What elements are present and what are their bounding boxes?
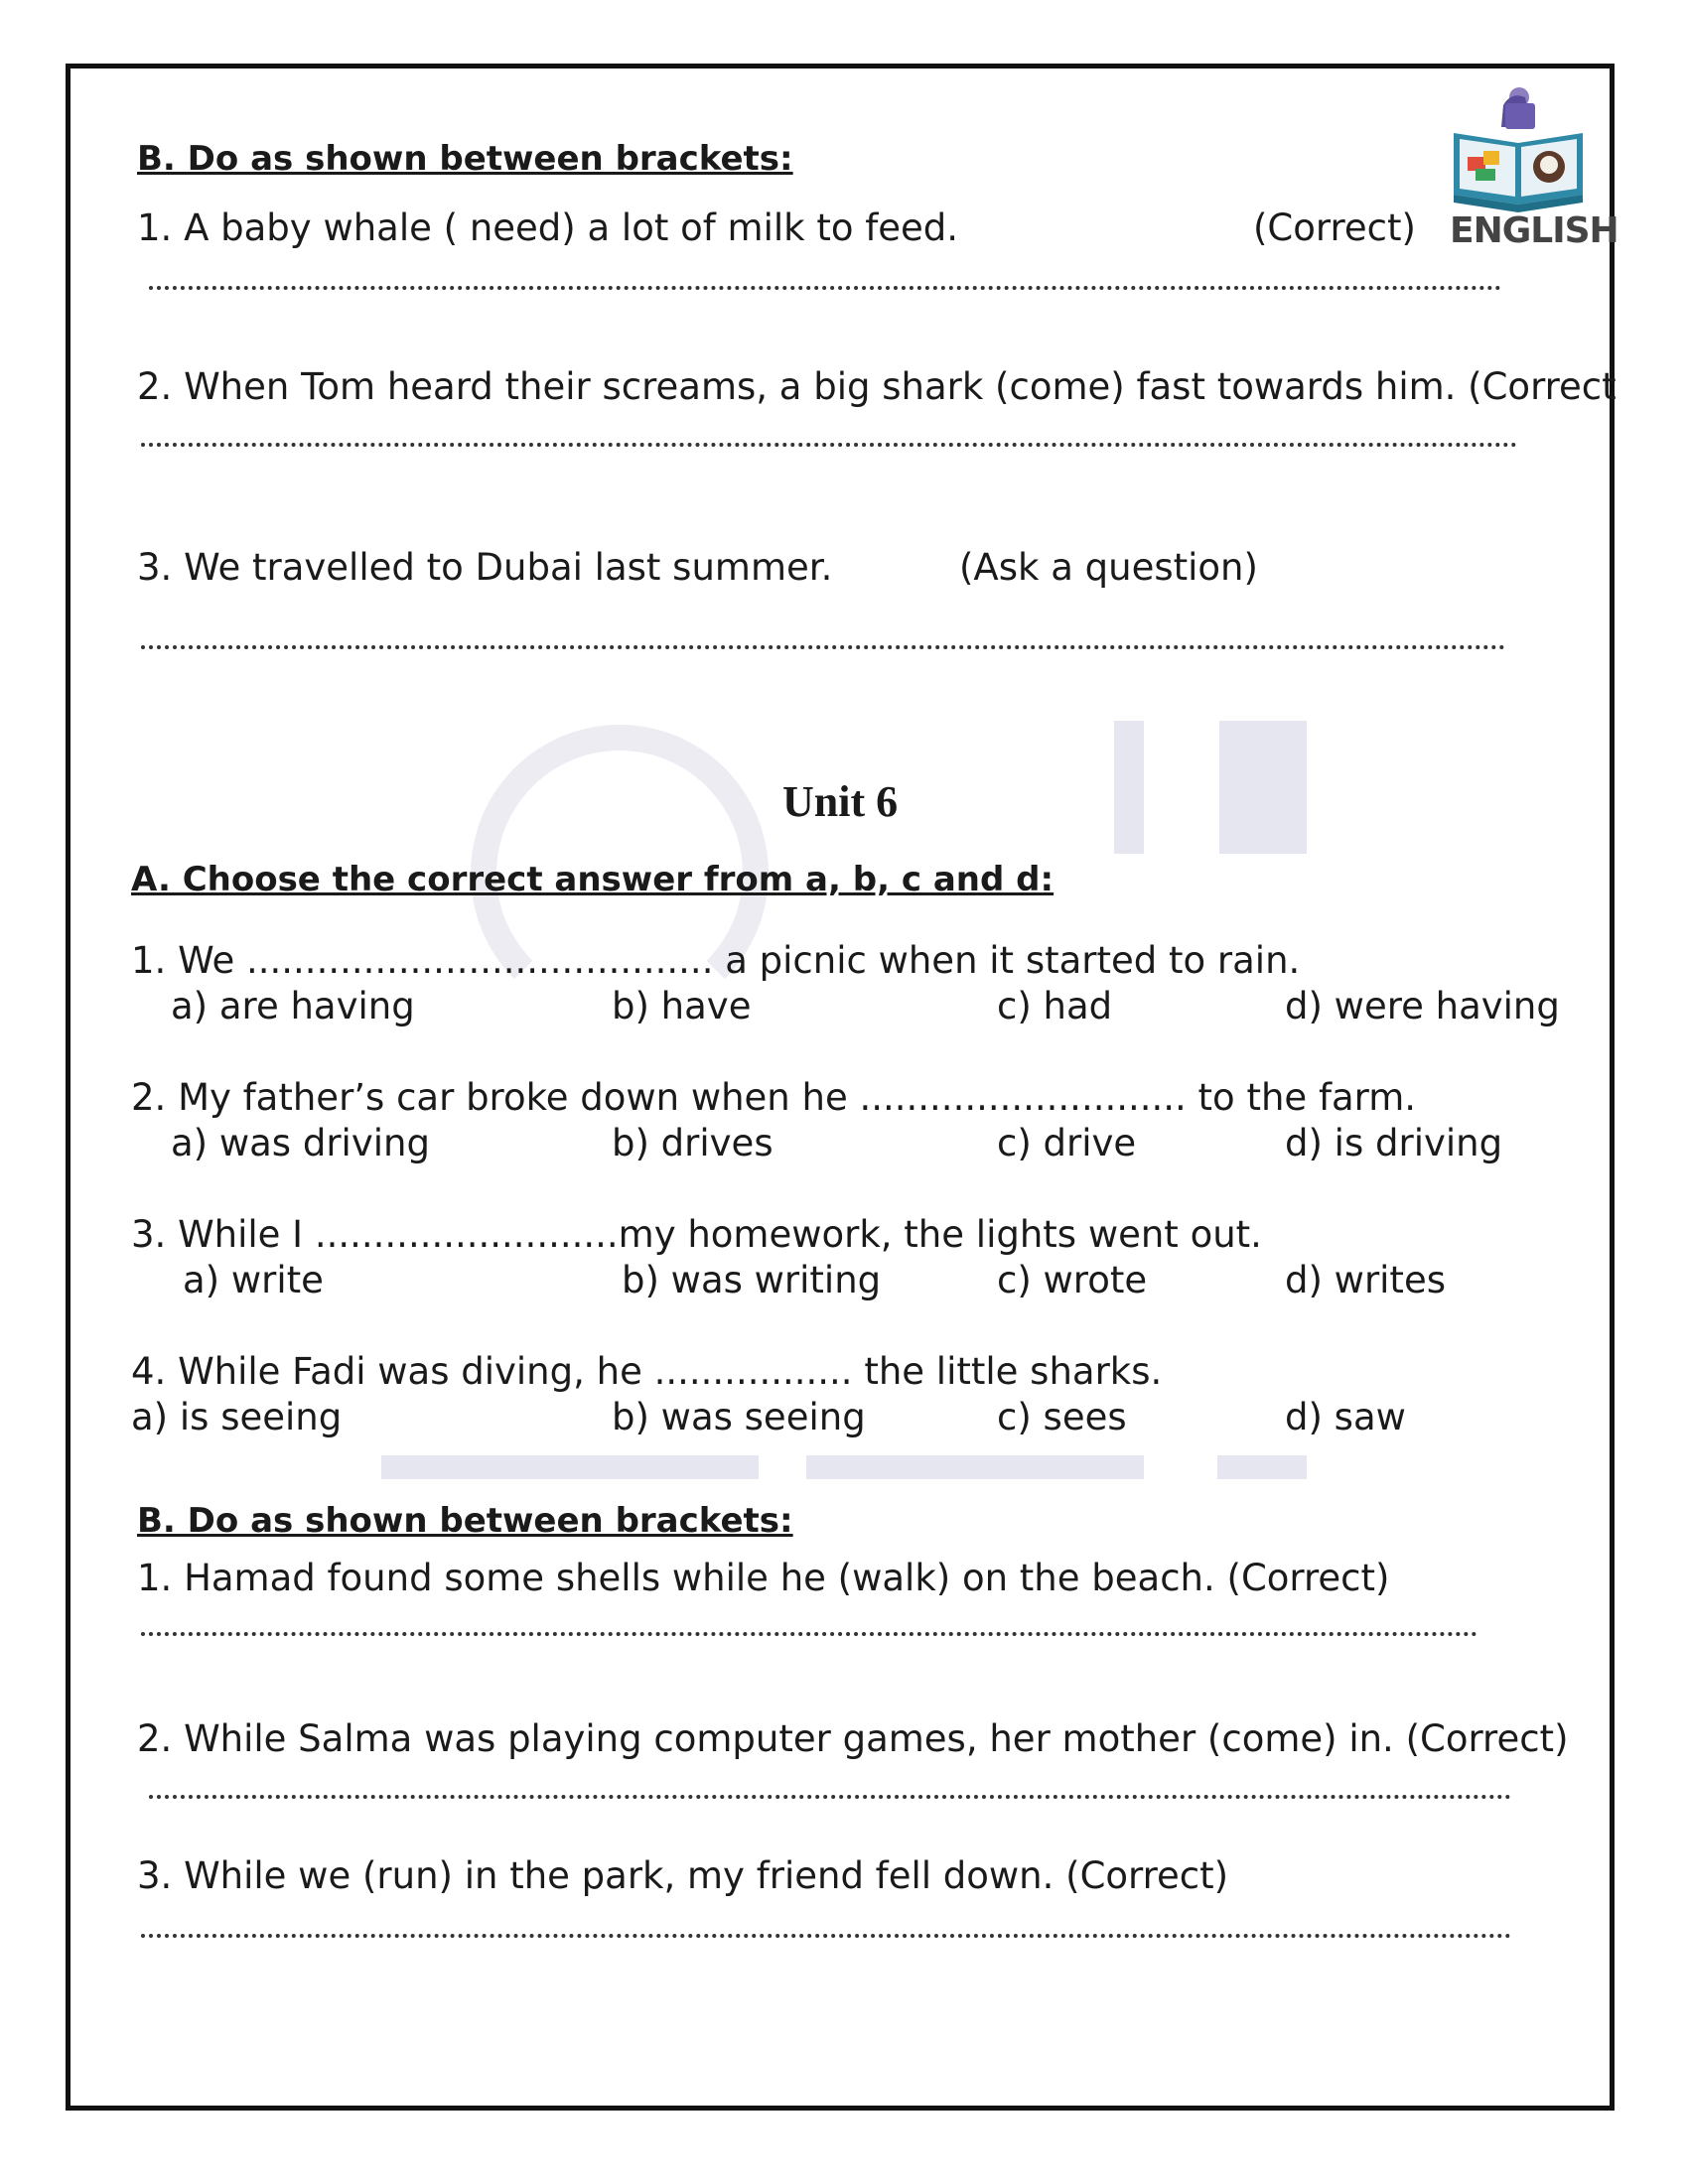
exercise-item: 3. While we (run) in the park, my friend fell down. (Correct) [137,1854,1229,1897]
answer-option[interactable]: a) are having [171,985,415,1027]
watermark-bar [1217,1455,1307,1479]
answer-option[interactable]: a) write [183,1259,324,1301]
exercise-item: 2. When Tom heard their screams, a big shark (come) fast towards him. (Correct [137,365,1617,408]
watermark-bar [381,1455,759,1479]
exercise-instruction: (Ask a question) [959,546,1258,589]
answer-option[interactable]: a) is seeing [131,1396,343,1438]
section-a-heading: A. Choose the correct answer from a, b, c and d: [131,860,1055,899]
exercise-item: 1. Hamad found some shells while he (walk) on the beach. (Correct) [137,1557,1390,1599]
answer-line[interactable] [141,1632,1477,1636]
answer-option[interactable]: d) is driving [1285,1122,1503,1164]
exercise-item: 2. While Salma was playing computer games, her mother (come) in. (Correct) [137,1717,1569,1760]
exercise-instruction: (Correct) [1253,206,1416,249]
answer-line[interactable] [149,1795,1511,1799]
answer-option[interactable]: b) drives [612,1122,774,1164]
answer-line[interactable] [141,1934,1511,1938]
watermark-bar [1114,721,1144,854]
answer-line[interactable] [141,645,1505,649]
answer-line[interactable] [149,286,1501,290]
answer-option[interactable]: c) had [997,985,1113,1027]
answer-option[interactable]: c) drive [997,1122,1137,1164]
answer-option[interactable]: b) was writing [622,1259,882,1301]
answer-line[interactable] [141,443,1517,447]
question-text: 2. My father’s car broke down when he ............................ to the farm. [131,1076,1417,1119]
section-b-heading: B. Do as shown between brackets: [137,1501,793,1541]
watermark-bar [806,1455,1144,1479]
answer-option[interactable]: d) saw [1285,1396,1406,1438]
exercise-item: 1. A baby whale ( need) a lot of milk to feed. [137,206,959,249]
unit-title: Unit 6 [782,777,899,826]
exercise-item: 3. We travelled to Dubai last summer. [137,546,833,589]
question-text: 3. While I ..........................my homework, the lights went out. [131,1213,1262,1256]
answer-option[interactable]: c) wrote [997,1259,1148,1301]
question-text: 4. While Fadi was diving, he ................. the little sharks. [131,1350,1163,1393]
logo-label: ENGLISH [1450,210,1618,251]
answer-option[interactable]: c) sees [997,1396,1127,1438]
answer-option[interactable]: d) were having [1285,985,1560,1027]
section-b-heading: B. Do as shown between brackets: [137,139,793,179]
question-text: 1. We ........................................ a picnic when it started to rain. [131,939,1301,982]
answer-option[interactable]: b) was seeing [612,1396,866,1438]
watermark-bar [1219,721,1307,854]
answer-option[interactable]: a) was driving [171,1122,430,1164]
answer-option[interactable]: d) writes [1285,1259,1446,1301]
answer-option[interactable]: b) have [612,985,752,1027]
